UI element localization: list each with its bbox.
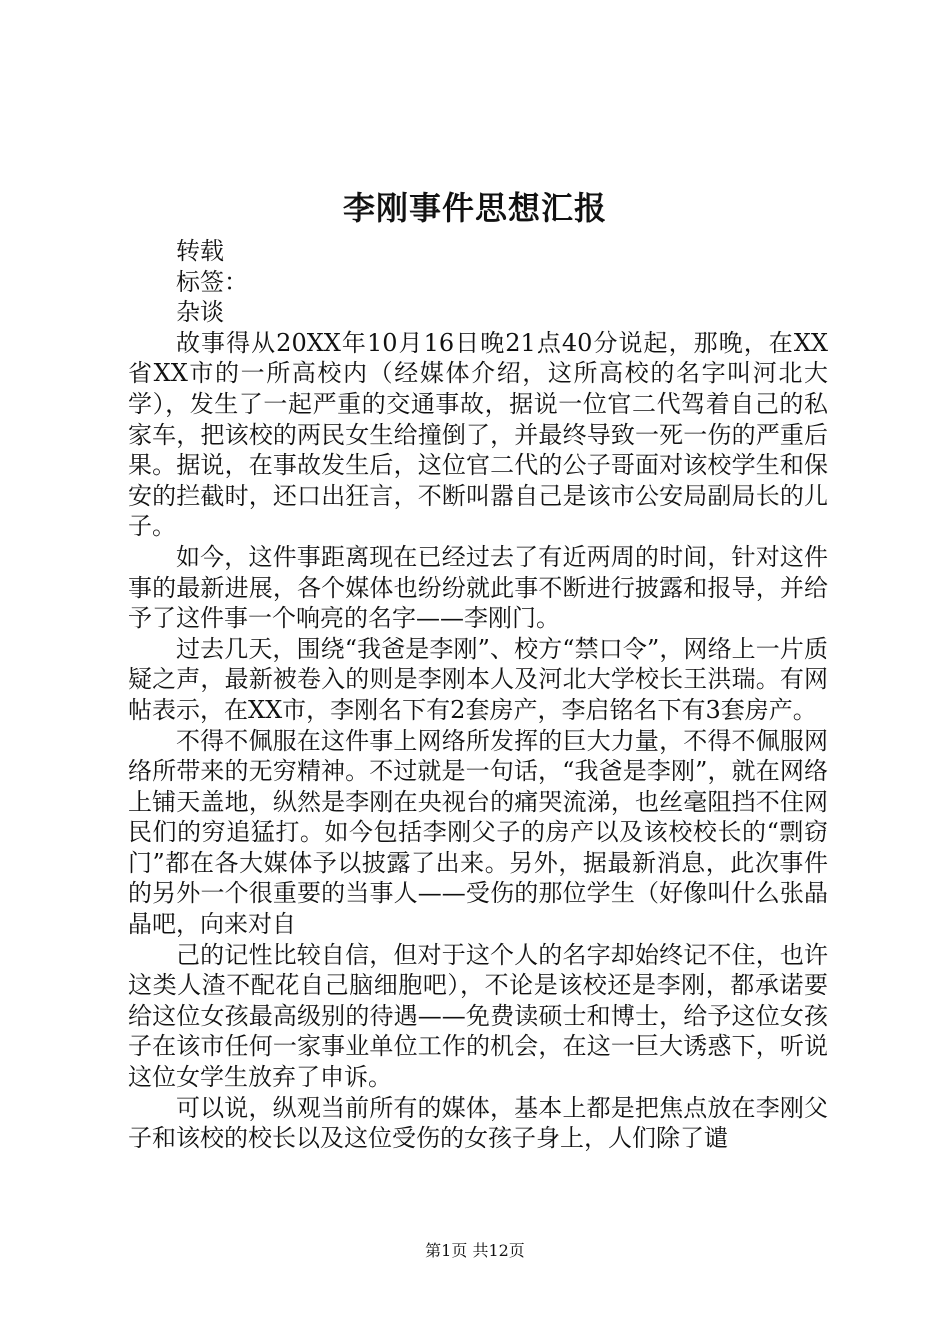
body-paragraph: 过去几天，围绕“我爸是李刚”、校方“禁口令”，网络上一片质疑之声，最新被卷入的则是李刚本人及河北大学校长王洪瑞。有网帖表示，在XX市，李刚名下有2套房产，李启铭名下有3套房产。 xyxy=(128,634,828,724)
body-paragraph-tags: 标签： xyxy=(176,267,248,296)
body-paragraph: 如今，这件事距离现在已经过去了有近两周的时间，针对这件事的最新进展，各个媒体也纷纷就此事不断进行披露和报导，并给予了这件事一个响亮的名字——李刚门。 xyxy=(128,542,828,633)
document-body xyxy=(128,236,828,1154)
body-paragraph-repost: 转载 xyxy=(176,237,224,265)
body-paragraph: 故事得从20XX年10月16日晚21点40分说起，那晚，在XX省XX市的一所高校内（经媒体介绍，这所高校的名字叫河北大学），发生了一起严重的交通事故，据说一位官二代驾着自己的私家车，把该校的两民女生给撞倒了，并最终导致一死一伤的严重后果。据说，在事故发生后，这位官二代的公子哥面对该校学生和保安的拦截时，还口出狂言，不断叫嚣自己是该市公安局副局长的儿子。 xyxy=(128,328,828,541)
body-paragraph: 可以说，纵观当前所有的媒体，基本上都是把焦点放在李刚父子和该校的校长以及这位受伤的女孩子身上，人们除了谴 xyxy=(128,1093,828,1153)
body-paragraph: 不得不佩服在这件事上网络所发挥的巨大力量，不得不佩服网络所带来的无穷精神。不过就是一句话，“我爸是李刚”，就在网络上铺天盖地，纵然是李刚在央视台的痛哭流涕，也丝毫阻挡不住网民们的穷追猛打。如今包括李刚父子的房产以及该校校长的“剽窃门”都在各大媒体予以披露了出来。另外，据最新消息，此次事件的另外一个很重要的当事人——受伤的那位学生（好像叫什么张晶晶吧，向来对自 xyxy=(128,726,828,939)
document-title: 李刚事件思想汇报 xyxy=(342,189,607,227)
page-number-footer: 第1页 共12页 xyxy=(425,1241,525,1260)
body-paragraph: 己的记性比较自信，但对于这个人的名字却始终记不住，也许这类人渣不配花自己脑细胞吧），不论是该校还是李刚，都承诺要给这位女孩最高级别的待遇——免费读硕士和博士，给予这位女孩子在该市任何一家事业单位工作的机会，在这一巨大诱惑下，听说这位女学生放弃了申诉。 xyxy=(128,940,828,1092)
body-paragraph-category: 杂谈 xyxy=(176,298,224,327)
